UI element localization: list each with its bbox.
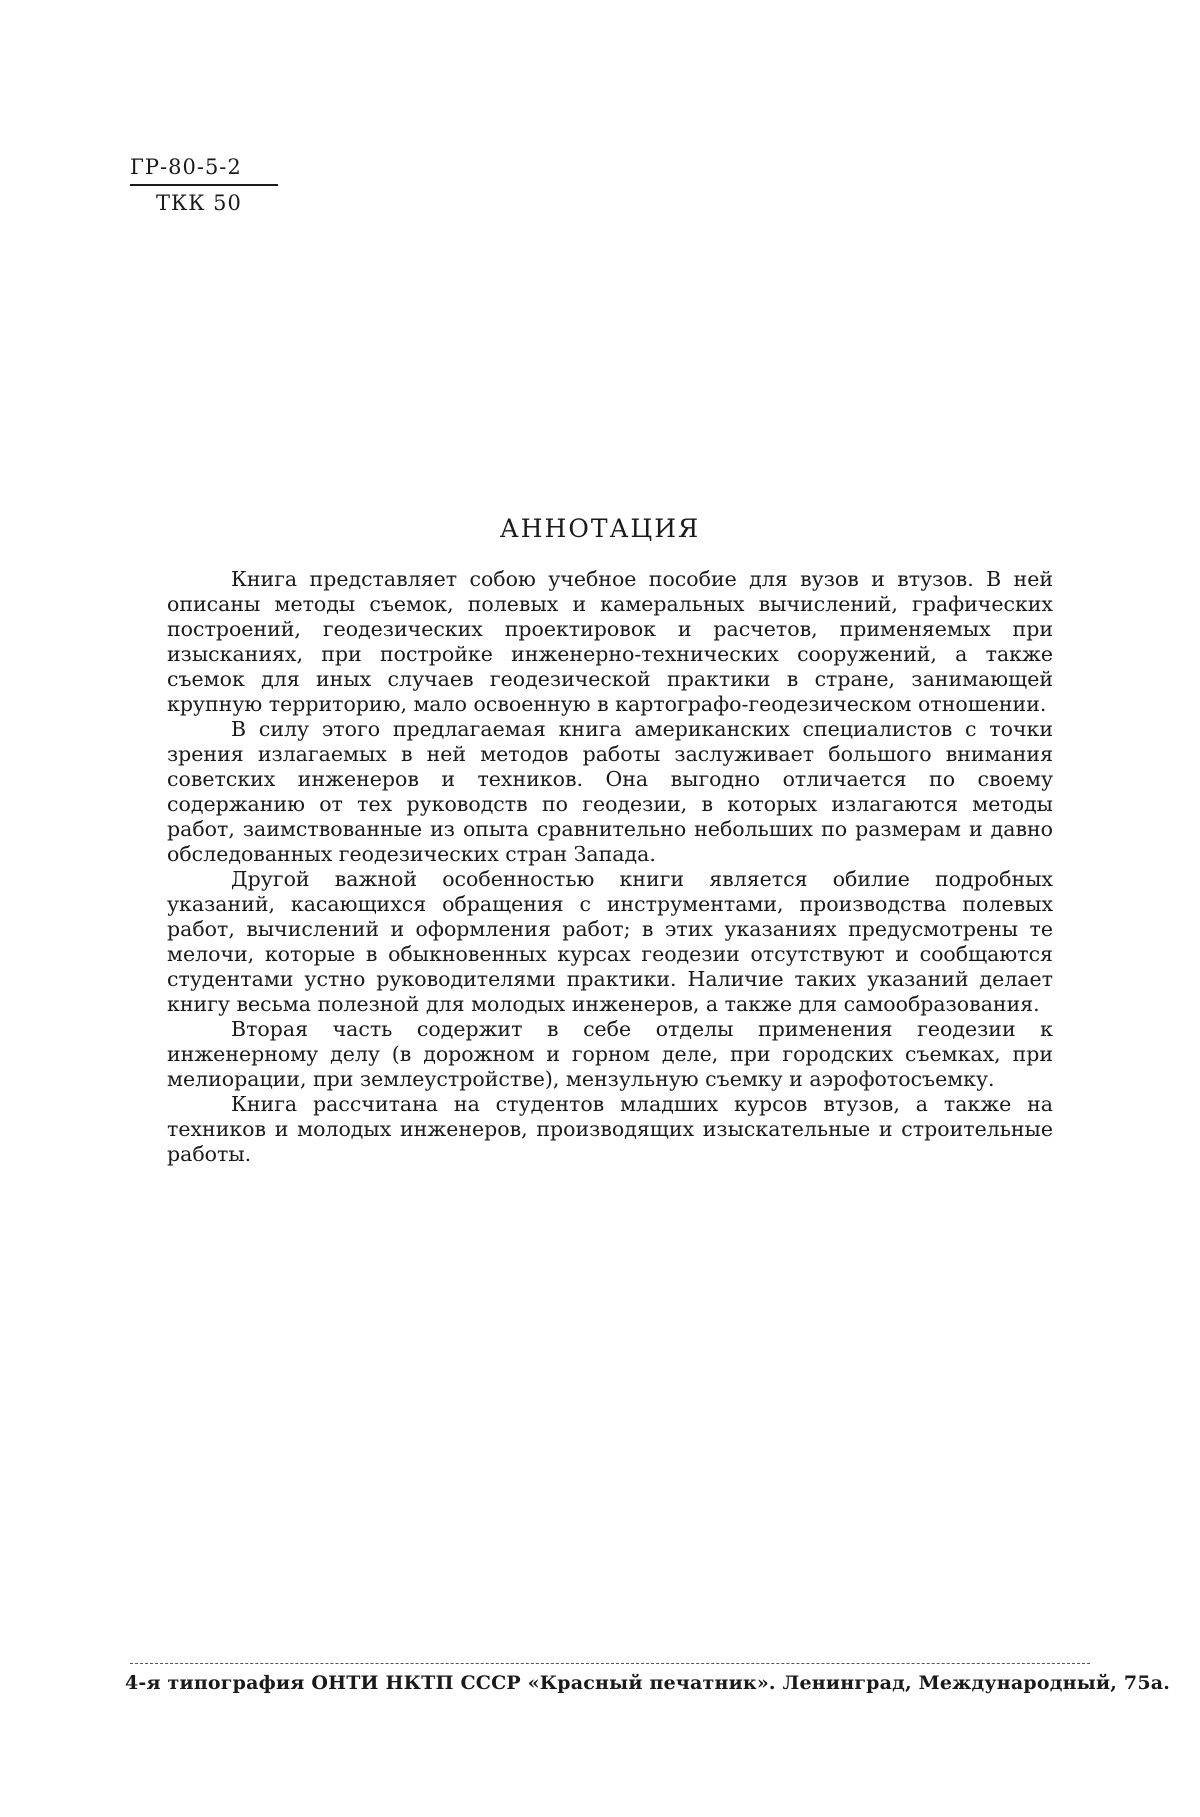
- classification-codes: [130, 150, 280, 220]
- page-title: АННОТАЦИЯ: [499, 514, 701, 543]
- annotation-paragraph-4: Вторая часть содержит в себе отделы применения геодезии к инженерному делу (в дорожном и горном деле, при городских съемках, при мелиорации, при землеустройстве), мензульную съемку и аэрофотосъемку.: [167, 1017, 1053, 1091]
- classification-code-upper: ГР-80-5-2: [130, 150, 278, 186]
- annotation-paragraph-5: Книга рассчитана на студентов младших курсов втузов, а также на техников и молодых инженеров, производящих изыскательные и строительные работы.: [167, 1092, 1053, 1166]
- annotation-text: [167, 567, 1053, 1167]
- annotation-paragraph-3: Другой важной особенностью книги является обилие подробных указаний, касающихся обращения с инструментами, производства полевых работ, вычислений и оформления работ; в этих указаниях предусмотрены те мелочи, которые в обыкновенных курсах геодезии отсутствуют и сообщаются студентами устно руководителями практики. Наличие таких указаний делает книгу весьма полезной для молодых инженеров, а также для самообразования.: [167, 867, 1053, 1016]
- classification-code-lower: ТКК 50: [156, 191, 242, 215]
- printer-imprint: 4-я типография ОНТИ НКТП СССР «Красный печатник». Ленинград, Международный, 75а.: [125, 1672, 1171, 1694]
- annotation-paragraph-1: Книга представляет собою учебное пособие для вузов и втузов. В ней описаны методы съемок, полевых и камеральных вычислений, графических построений, геодезических проектировок и расчетов, применяемых при изысканиях, при постройке инженерно-технических сооружений, а также съемок для иных случаев геодезической практики в стране, занимающей крупную территорию, мало освоенную в картографо-геодезическом отношении.: [167, 567, 1053, 716]
- footer-divider: [130, 1663, 1090, 1664]
- annotation-paragraph-2: В силу этого предлагаемая книга американских специалистов с точки зрения излагаемых в ней методов работы заслуживает большого внимания советских инженеров и техников. Она выгодно отличается по своему содержанию от тех руководств по геодезии, в которых излагаются методы работ, заимствованные из опыта сравнительно небольших по размерам и давно обследованных геодезических стран Запада.: [167, 717, 1053, 866]
